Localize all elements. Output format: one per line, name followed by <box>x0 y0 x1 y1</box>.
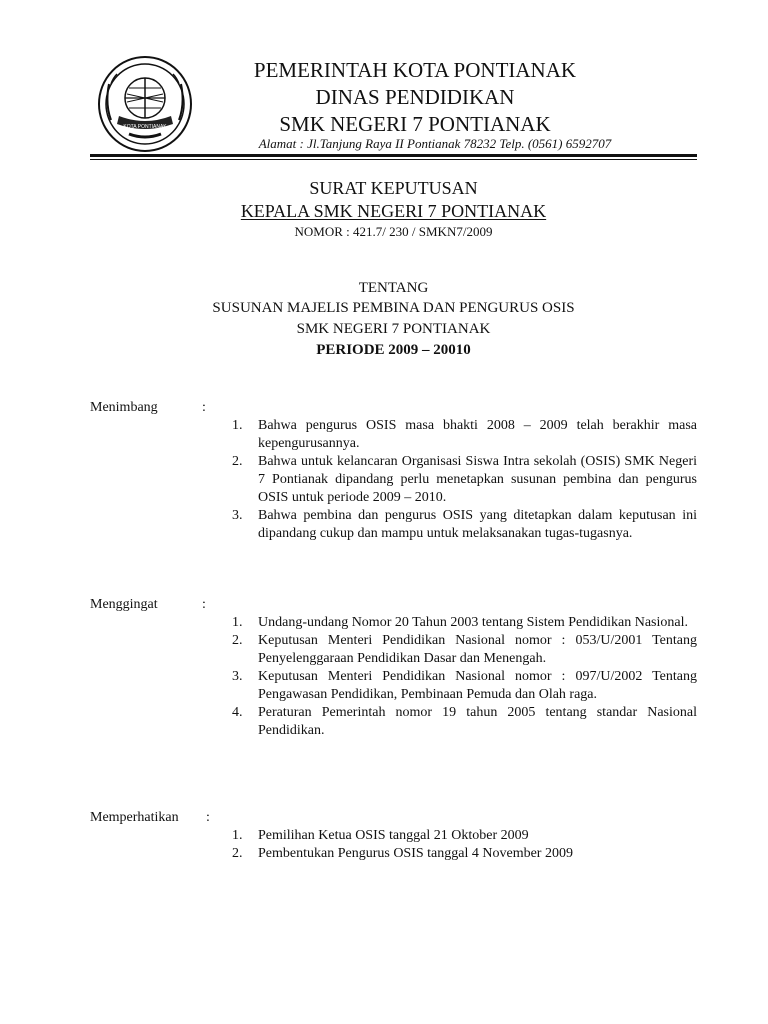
doc-heading: SURAT KEPUTUSAN <box>309 178 478 198</box>
section-label-menimbang: Menimbang <box>90 400 158 415</box>
list-item-text: Pemilihan Ketua OSIS tanggal 21 Oktober 2009 <box>258 828 529 843</box>
list-item <box>232 827 697 845</box>
letterhead-divider-thin <box>90 159 697 160</box>
menimbang-list <box>232 417 697 543</box>
doc-subheading <box>90 200 697 222</box>
section-colon: : <box>202 597 206 612</box>
section-colon: : <box>206 810 210 825</box>
section-label-memperhatikan: Memperhatikan <box>90 810 179 825</box>
memperhatikan-list <box>232 827 697 863</box>
list-item <box>232 845 697 863</box>
list-item-text: Pembentukan Pengurus OSIS tanggal 4 November 2009 <box>258 846 573 861</box>
list-item <box>232 507 697 543</box>
doc-period: PERIODE 2009 – 20010 <box>316 342 471 358</box>
list-item-text: Keputusan Menteri Pendidikan Nasional nomor : 097/U/2002 Tentang Pengawasan Pendidikan, Pembinaan Pemuda dan Olah raga. <box>258 669 697 702</box>
doc-subheading-text: KEPALA SMK NEGERI 7 PONTIANAK <box>240 201 547 221</box>
list-item <box>232 614 697 632</box>
list-item <box>232 417 697 453</box>
doc-subject-line2: SMK NEGERI 7 PONTIANAK <box>296 321 491 337</box>
list-item-text: Bahwa pengurus OSIS masa bhakti 2008 – 2009 telah berakhir masa kepengurusannya. <box>258 418 697 451</box>
logo-ribbon-text: KOTA PONTIANAK <box>123 124 167 130</box>
list-item-text: Undang-undang Nomor 20 Tahun 2003 tentang Sistem Pendidikan Nasional. <box>258 615 688 630</box>
list-item <box>232 704 697 740</box>
doc-number: NOMOR : 421.7/ 230 / SMKN7/2009 <box>294 224 493 239</box>
doc-about: TENTANG <box>358 280 429 296</box>
list-item-number: 3. <box>232 508 243 523</box>
list-item-text: Peraturan Pemerintah nomor 19 tahun 2005 tentang standar Nasional Pendidikan. <box>258 705 697 738</box>
doc-subject-line1: SUSUNAN MAJELIS PEMBINA DAN PENGURUS OSIS <box>212 300 575 316</box>
list-item <box>232 632 697 668</box>
letterhead-school: SMK NEGERI 7 PONTIANAK <box>279 112 551 136</box>
list-item-number: 4. <box>232 705 243 720</box>
list-item-number: 1. <box>232 828 243 843</box>
list-item-number: 1. <box>232 615 243 630</box>
list-item-number: 2. <box>232 454 243 469</box>
section-colon: : <box>202 400 206 415</box>
mengingat-list <box>232 614 697 740</box>
letterhead-address: Alamat : Jl.Tanjung Raya II Pontianak 78232 Telp. (0561) 6592707 <box>258 136 612 151</box>
letterhead-department: DINAS PENDIDIKAN <box>315 85 515 109</box>
list-item-number: 2. <box>232 846 243 861</box>
list-item-number: 3. <box>232 669 243 684</box>
list-item-text: Keputusan Menteri Pendidikan Nasional nomor : 053/U/2001 Tentang Penyelenggaraan Pendidikan Dasar dan Menengah. <box>258 633 697 666</box>
letterhead-divider-thick <box>90 154 697 157</box>
list-item-number: 2. <box>232 633 243 648</box>
letterhead-government: PEMERINTAH KOTA PONTIANAK <box>253 58 577 82</box>
list-item-text: Bahwa untuk kelancaran Organisasi Siswa Intra sekolah (OSIS) SMK Negeri 7 Pontianak dipandang perlu menetapkan susunan pembina dan pengurus OSIS untuk periode 2009 – 2010. <box>258 454 697 505</box>
section-label-mengingat: Menggingat <box>90 597 158 612</box>
list-item-number: 1. <box>232 418 243 433</box>
list-item <box>232 453 697 507</box>
city-emblem-logo <box>95 54 195 154</box>
list-item-text: Bahwa pembina dan pengurus OSIS yang ditetapkan dalam keputusan ini dipandang cukup dan mampu untuk melaksanakan tugas-tugasnya. <box>258 508 697 541</box>
list-item <box>232 668 697 704</box>
